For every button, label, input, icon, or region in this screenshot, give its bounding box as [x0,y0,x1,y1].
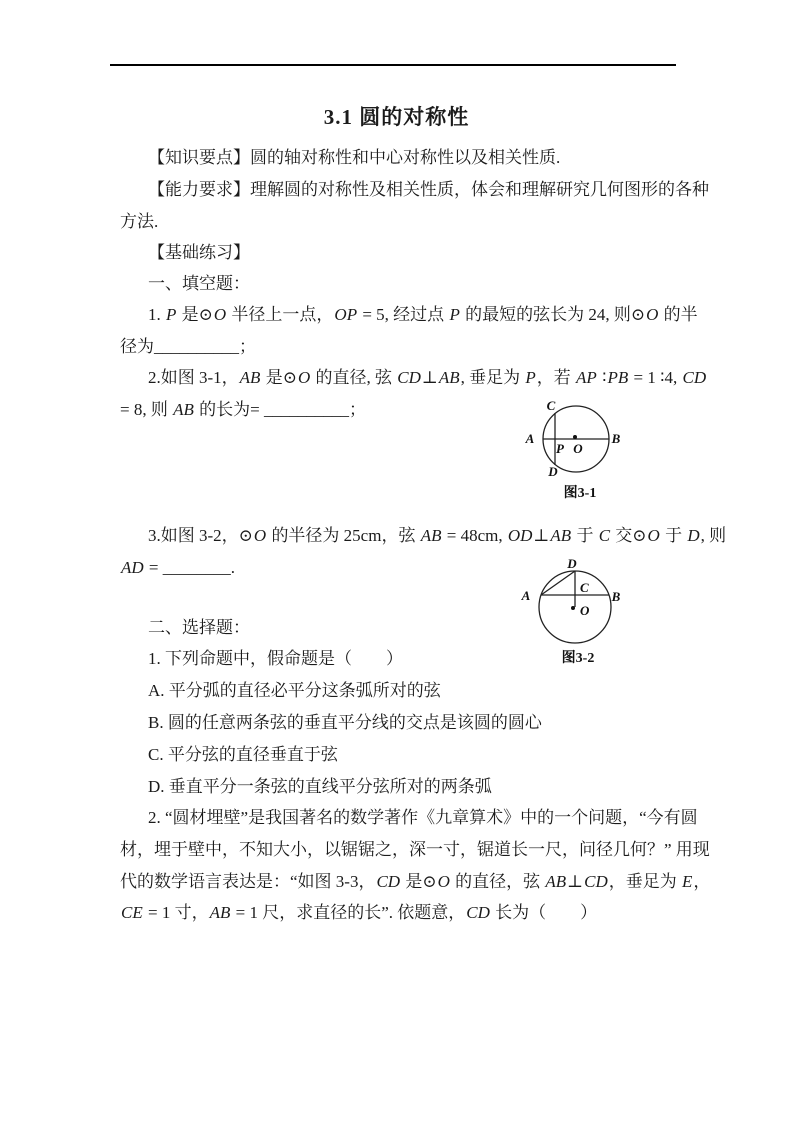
ability-requirements-line-2: 方法. [120,212,159,231]
fig2-point-label-d: D [567,556,577,571]
fig2-point-label-a: A [521,588,531,603]
figure-3-1 [520,396,650,506]
basic-practice-header: 【基础练习】 [148,243,250,262]
problem-2-line-1: 2.如图 3-1，AB 是⊙O 的直径, 弦 CD⊥AB, 垂足为 P，若 AP ∶PB = 1 ∶4, CD [148,368,707,387]
fig1-point-label-d: D [548,464,558,479]
choice-problem-2-line-2: 材，埋于壁中，不知大小，以锯锯之，深一寸，锯道长一尺，问径几何？” 用现 [120,840,710,859]
knowledge-points-line: 【知识要点】圆的轴对称性和中心对称性以及相关性质. [148,148,561,167]
choice-option-a: A. 平分弧的直径必平分这条弧所对的弦 [148,681,441,700]
fig2-point-label-o: O [580,603,590,618]
fill-in-section-header: 一、填空题： [148,274,250,293]
problem-1-line-1: 1. P 是⊙O 半径上一点，OP = 5, 经过点 P 的最短的弦长为 24, 则⊙O 的半 [148,305,698,324]
fig1-caption: 图3-1 [563,486,597,501]
fig2-point-label-b: B [611,589,621,604]
choice-problem-2-line-4: CE = 1 寸，AB = 1 尺，求直径的长”. 依题意，CD 长为（ ） [121,903,598,922]
fig1-center-dot [573,435,577,439]
page-title: 3.1 圆的对称性 [323,105,470,129]
choice-problem-2-line-3: 代的数学语言表达是：“如图 3-3，CD 是⊙O 的直径，弦 AB⊥CD，垂足为 E， [120,872,711,891]
header-rule [110,64,676,66]
choice-section-header: 二、选择题： [148,618,250,637]
choice-option-b: B. 圆的任意两条弦的垂直平分线的交点是该圆的圆心 [148,713,542,732]
ability-requirements-line-1: 【能力要求】理解圆的对称性及相关性质，体会和理解研究几何图形的各种 [148,180,709,199]
problem-2-line-2: = 8, 则 AB 的长为= __________； [120,400,366,419]
problem-1-line-2: 径为__________； [120,337,256,356]
fig2-caption: 图3-2 [561,651,595,666]
problem-3-line-1: 3.如图 3-2，⊙O 的半径为 25cm，弦 AB = 48cm, OD⊥AB 于 C 交⊙O 于 D, 则 [148,526,727,545]
fig1-point-label-b: B [611,431,621,446]
fig1-point-label-p: P [556,441,564,456]
choice-problem-2-line-1: 2. “圆材埋壁”是我国著名的数学著作《九章算术》中的一个问题，“今有圆 [148,808,698,827]
choice-option-c: C. 平分弦的直径垂直于弦 [148,745,338,764]
choice-problem-1: 1. 下列命题中，假命题是（ ） [148,649,403,668]
choice-option-d: D. 垂直平分一条弦的直线平分弦所对的两条弧 [148,777,492,796]
fig1-point-label-c: C [546,398,556,413]
fig1-point-label-a: A [525,431,535,446]
fig1-point-label-o: O [573,441,583,456]
fig2-center-dot [571,606,575,610]
fig2-point-label-c: C [580,580,589,595]
problem-3-line-2: AD = ________. [121,558,236,577]
figure-3-2 [518,556,648,671]
